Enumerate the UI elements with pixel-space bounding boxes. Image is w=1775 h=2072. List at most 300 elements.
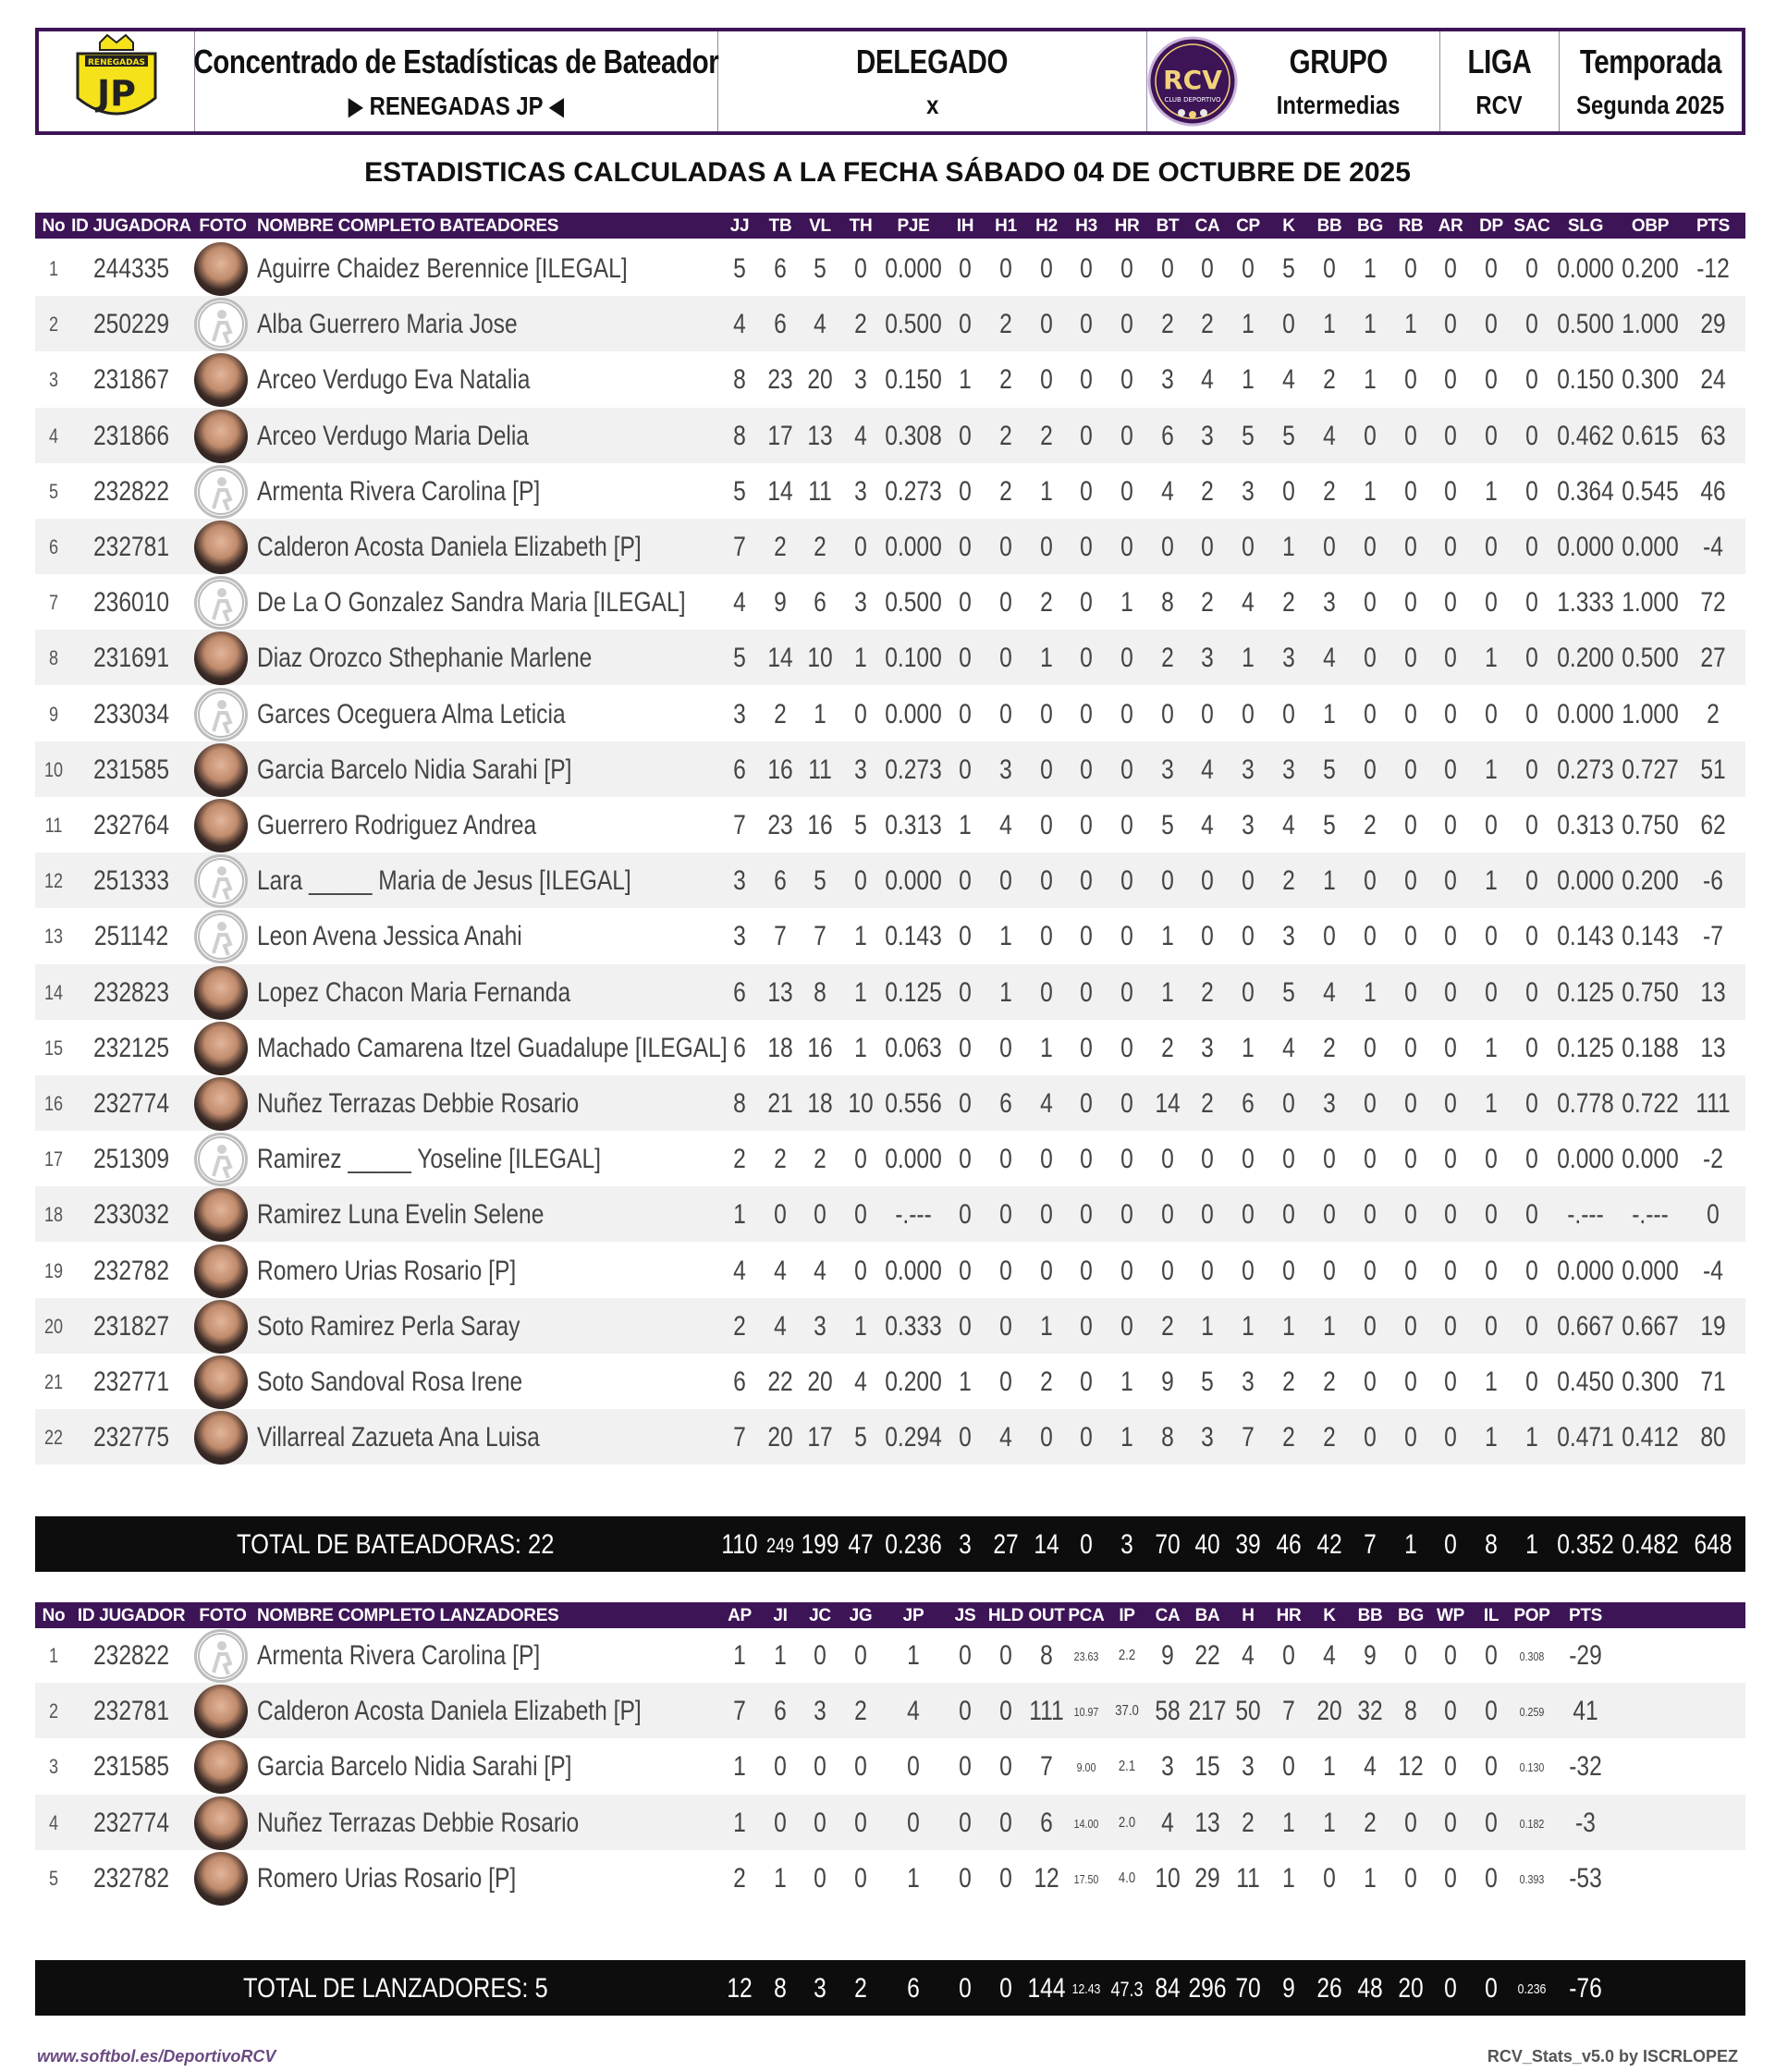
row-number: 5: [48, 1866, 59, 1890]
player-name-cell: [257, 463, 752, 519]
player-name-cell: [257, 1020, 752, 1075]
batters-stat-bt: 2: [1161, 643, 1174, 674]
pitchers-stat-ca: 9: [1161, 1640, 1174, 1671]
table-row: [35, 1298, 1745, 1354]
batters-stat-cp: 3: [1242, 1367, 1255, 1397]
pitchers-stat-wp: 0: [1444, 1696, 1457, 1727]
batters-stat-sac: 0: [1525, 1032, 1538, 1063]
batters-stat-pts: 46: [1700, 475, 1726, 507]
batters-stat-bt: 8: [1161, 587, 1174, 619]
player-id: 232774: [92, 1088, 170, 1119]
player-name-cell: [257, 574, 752, 630]
player-id: 232781: [92, 1696, 170, 1727]
batters-stat-k: 1: [1282, 1310, 1295, 1342]
row-number: 14: [43, 980, 64, 1004]
pitchers-stat-jg: 0: [854, 1807, 867, 1838]
batters-stat-h3: 0: [1080, 475, 1093, 507]
batters-stat-h2: 0: [1040, 698, 1053, 729]
pitchers-col-header: FOTO: [199, 1606, 247, 1625]
pitchers-col-header: ID JUGADOR: [77, 1606, 186, 1625]
batters-stat-obp: 0.200: [1622, 865, 1679, 897]
batters-total-th: 47: [848, 1529, 874, 1560]
player-name: Villarreal Zazueta Ana Luisa: [257, 1422, 540, 1453]
pitchers-stat-jg: 2: [854, 1696, 867, 1727]
batters-stat-slg: -.---: [1567, 1199, 1604, 1231]
batters-stat-slg: 0.000: [1557, 698, 1614, 729]
batters-total-label: TOTAL DE BATEADORAS: 22: [237, 1529, 555, 1560]
batters-stat-ih: 0: [959, 532, 972, 562]
batters-stat-bt: 3: [1161, 364, 1174, 396]
batters-stat-k: 3: [1282, 643, 1295, 674]
pitchers-stat-ap: 1: [733, 1640, 746, 1671]
batters-stat-pje: 0.294: [885, 1422, 942, 1453]
pitchers-stat-jg: 0: [854, 1640, 867, 1671]
player-name-cell: [257, 408, 752, 463]
pitchers-total-ap: 12: [727, 1973, 753, 2004]
batters-stat-bg: 0: [1364, 1367, 1377, 1397]
batters-stat-hr: 0: [1120, 1144, 1133, 1175]
player-id: 232822: [92, 475, 170, 507]
player-name: Calderon Acosta Daniela Elizabeth [P]: [257, 1696, 642, 1727]
batters-stat-k: 0: [1282, 1255, 1295, 1286]
batters-stat-tb: 9: [774, 587, 787, 619]
batters-stat-k: 3: [1282, 754, 1295, 785]
batters-stat-ar: 0: [1444, 253, 1457, 284]
pitchers-stat-pop: 0.308: [1519, 1649, 1545, 1663]
player-name: Garcia Barcelo Nidia Sarahi [P]: [257, 754, 572, 785]
batters-stat-tb: 2: [774, 532, 787, 562]
player-id: 244335: [92, 253, 170, 284]
batters-stat-th: 1: [854, 921, 867, 952]
batters-stat-k: 5: [1282, 253, 1295, 284]
batters-stat-obp: 0.750: [1622, 976, 1679, 1008]
table-row: [35, 1683, 1745, 1738]
batters-stat-bb: 2: [1323, 1367, 1336, 1397]
batters-stat-ca: 4: [1201, 364, 1214, 396]
pitchers-stat-k: 0: [1323, 1862, 1336, 1894]
batters-stat-bt: 1: [1161, 976, 1174, 1008]
pitchers-total-out: 144: [1027, 1973, 1066, 2004]
batters-total-ar: 0: [1444, 1529, 1457, 1560]
batters-stat-pts: 19: [1700, 1310, 1726, 1342]
batters-stat-bb: 0: [1323, 253, 1336, 284]
batters-col-header: VL: [809, 216, 831, 236]
player-id: 232771: [92, 1367, 170, 1397]
pitchers-stat-k: 1: [1323, 1807, 1336, 1838]
pitchers-col-header: BG: [1398, 1606, 1424, 1625]
batters-stat-dp: 0: [1485, 921, 1498, 952]
batters-stat-pts: 63: [1700, 420, 1726, 451]
report-date-subtitle: ESTADISTICAS CALCULADAS A LA FECHA SÁBADO 04 DE OCTUBRE DE 2025: [364, 157, 1411, 188]
batters-stat-ca: 0: [1201, 1199, 1214, 1231]
pitchers-stat-ap: 1: [733, 1807, 746, 1838]
batters-stat-hr: 0: [1120, 921, 1133, 952]
batters-stat-bb: 3: [1323, 1088, 1336, 1119]
player-photo-placeholder-icon: [194, 854, 248, 908]
batters-stat-th: 0: [854, 532, 867, 562]
league-logo-sub: CLUB DEPORTIVO: [1164, 96, 1221, 104]
batters-stat-rb: 0: [1404, 754, 1417, 785]
row-number: 19: [43, 1258, 64, 1282]
batters-stat-pts: -4: [1703, 1255, 1723, 1286]
batters-stat-hr: 0: [1120, 1032, 1133, 1063]
pitchers-col-header: NOMBRE COMPLETO LANZADORES: [257, 1606, 559, 1625]
batters-stat-h3: 0: [1080, 1199, 1093, 1231]
batters-stat-ca: 2: [1201, 475, 1214, 507]
pitchers-col-header: AP: [728, 1606, 752, 1625]
batters-stat-pje: 0.500: [885, 587, 942, 619]
batters-stat-dp: 0: [1485, 587, 1498, 619]
pitchers-stat-jp: 1: [907, 1640, 920, 1671]
batters-stat-h2: 0: [1040, 532, 1053, 562]
batters-stat-pts: 80: [1700, 1422, 1726, 1453]
batters-stat-dp: 1: [1485, 865, 1498, 897]
batters-stat-bb: 4: [1323, 420, 1336, 451]
player-id: 232822: [92, 1640, 170, 1671]
pitchers-stat-ba: 217: [1188, 1696, 1227, 1727]
batters-stat-pts: 24: [1700, 364, 1726, 396]
player-id: 231691: [92, 643, 170, 674]
pitchers-stat-jc: 3: [814, 1696, 826, 1727]
batters-stat-ca: 0: [1201, 921, 1214, 952]
batters-stat-th: 10: [848, 1088, 874, 1119]
batters-stat-bg: 1: [1364, 475, 1377, 507]
batters-stat-h3: 0: [1080, 1032, 1093, 1063]
table-row: [35, 1131, 1745, 1186]
pitchers-stat-ip: 2.0: [1118, 1814, 1136, 1831]
batters-stat-ar: 0: [1444, 475, 1457, 507]
pitchers-col-header: JP: [902, 1606, 924, 1625]
batters-stat-ca: 0: [1201, 698, 1214, 729]
batters-stat-bg: 0: [1364, 643, 1377, 674]
batters-stat-pje: 0.000: [885, 698, 942, 729]
batters-stat-h1: 0: [999, 532, 1012, 562]
batters-stat-obp: 1.000: [1622, 587, 1679, 619]
batters-stat-bb: 0: [1323, 921, 1336, 952]
batters-stat-hr: 0: [1120, 532, 1133, 562]
batters-stat-th: 0: [854, 1255, 867, 1286]
batters-stat-tb: 2: [774, 1144, 787, 1175]
batters-stat-pts: -4: [1703, 532, 1723, 562]
pitchers-stat-pop: 0.182: [1519, 1816, 1545, 1831]
batters-stat-bg: 1: [1364, 976, 1377, 1008]
batters-stat-ar: 0: [1444, 865, 1457, 897]
table-row: [35, 1795, 1745, 1850]
batters-stat-cp: 5: [1242, 420, 1255, 451]
batters-stat-pts: 111: [1695, 1088, 1731, 1119]
player-id: 231867: [92, 364, 170, 396]
pitchers-total-ji: 8: [774, 1973, 787, 2004]
batters-stat-dp: 1: [1485, 643, 1498, 674]
batters-total-vl: 199: [801, 1529, 839, 1560]
player-id: 232764: [92, 810, 170, 840]
batters-stat-bb: 4: [1323, 976, 1336, 1008]
pitchers-stat-js: 0: [959, 1640, 972, 1671]
batters-stat-h3: 0: [1080, 976, 1093, 1008]
batters-stat-obp: 0.300: [1622, 1367, 1679, 1397]
batters-stat-tb: 20: [767, 1422, 793, 1453]
batters-stat-sac: 0: [1525, 1144, 1538, 1175]
row-number: 5: [48, 479, 59, 503]
pitchers-stat-ca: 58: [1155, 1696, 1181, 1727]
batters-stat-cp: 3: [1242, 475, 1255, 507]
pitchers-stat-hld: 0: [999, 1640, 1012, 1671]
row-number: 18: [43, 1203, 64, 1227]
batters-stat-sac: 0: [1525, 1199, 1538, 1231]
batters-stat-pje: 0.313: [885, 810, 942, 840]
batters-stat-th: 4: [854, 1367, 867, 1397]
pitchers-stat-ji: 0: [774, 1807, 787, 1838]
batters-stat-h1: 2: [999, 309, 1012, 340]
batters-stat-k: 4: [1282, 810, 1295, 840]
team-logo-icon: [72, 33, 161, 129]
pitchers-col-header: OUT: [1028, 1606, 1065, 1625]
batters-stat-ca: 5: [1201, 1367, 1214, 1397]
batters-stat-ar: 0: [1444, 754, 1457, 785]
batters-total-rb: 1: [1404, 1529, 1417, 1560]
row-number: 22: [43, 1426, 64, 1450]
batters-stat-sac: 0: [1525, 976, 1538, 1008]
batters-stat-pje: 0.000: [885, 532, 942, 562]
batters-stat-dp: 0: [1485, 976, 1498, 1008]
batters-stat-bb: 2: [1323, 1032, 1336, 1063]
batters-stat-slg: 1.333: [1557, 587, 1614, 619]
batters-stat-k: 2: [1282, 865, 1295, 897]
batters-stat-h1: 0: [999, 1199, 1012, 1231]
batters-stat-cp: 3: [1242, 810, 1255, 840]
batters-stat-ih: 0: [959, 420, 972, 451]
batters-header-row: [35, 213, 1745, 239]
batters-stat-hr: 0: [1120, 475, 1133, 507]
pitchers-stat-ap: 1: [733, 1751, 746, 1783]
batters-stat-rb: 1: [1404, 309, 1417, 340]
player-name-cell: [257, 797, 752, 852]
pitchers-stat-ip: 2.2: [1118, 1648, 1136, 1663]
pitchers-stat-h: 2: [1242, 1807, 1255, 1838]
batters-stat-bb: 2: [1323, 364, 1336, 396]
batters-stat-h3: 0: [1080, 532, 1093, 562]
pitchers-total-ba: 296: [1188, 1973, 1227, 2004]
batters-stat-th: 4: [854, 420, 867, 451]
batters-stat-vl: 7: [814, 921, 826, 952]
table-row: [35, 686, 1745, 742]
batters-stat-hr: 1: [1120, 1422, 1133, 1453]
batters-total-ca: 40: [1194, 1529, 1220, 1560]
batters-stat-h2: 1: [1040, 643, 1053, 674]
batters-stat-cp: 1: [1242, 1310, 1255, 1342]
pitchers-stat-k: 1: [1323, 1751, 1336, 1783]
row-number: 9: [48, 702, 59, 726]
batters-stat-bg: 0: [1364, 1144, 1377, 1175]
pitchers-stat-pop: 0.130: [1519, 1760, 1545, 1775]
table-row: [35, 463, 1745, 519]
batters-stat-tb: 16: [767, 754, 793, 785]
pitchers-stat-ip: 37.0: [1115, 1703, 1139, 1720]
batters-stat-jj: 6: [733, 1032, 746, 1063]
batters-stat-hr: 0: [1120, 976, 1133, 1008]
batters-stat-ih: 0: [959, 1422, 972, 1453]
pitchers-stat-wp: 0: [1444, 1807, 1457, 1838]
batters-total-pts: 648: [1694, 1529, 1732, 1560]
batters-stat-k: 0: [1282, 475, 1295, 507]
player-photo: [194, 743, 248, 797]
table-row: [35, 964, 1745, 1020]
player-photo: [194, 1685, 248, 1738]
batters-stat-bb: 1: [1323, 865, 1336, 897]
batters-stat-rb: 0: [1404, 475, 1417, 507]
batters-stat-slg: 0.313: [1557, 810, 1614, 840]
pitchers-total-k: 26: [1316, 1973, 1342, 2004]
batters-stat-bg: 0: [1364, 865, 1377, 897]
player-id: 233034: [92, 698, 170, 729]
batters-stat-tb: 4: [774, 1310, 787, 1342]
pitchers-stat-h: 11: [1236, 1862, 1260, 1894]
batters-stat-vl: 0: [814, 1199, 826, 1231]
batters-stat-rb: 0: [1404, 1032, 1417, 1063]
pitchers-stat-bg: 8: [1404, 1696, 1417, 1727]
batters-col-header: CA: [1194, 216, 1220, 236]
batters-stat-bb: 1: [1323, 698, 1336, 729]
batters-total-h2: 14: [1034, 1529, 1059, 1560]
batters-stat-obp: 0.143: [1622, 921, 1679, 952]
pitchers-stat-out: 7: [1040, 1751, 1053, 1783]
pitchers-stat-ca: 4: [1161, 1807, 1174, 1838]
pitchers-stat-ca: 10: [1155, 1862, 1181, 1894]
pitchers-stat-pca: 23.63: [1073, 1649, 1099, 1663]
row-number: 10: [43, 757, 64, 781]
team-logo-initials: JP: [97, 73, 137, 114]
batters-col-header: BG: [1357, 216, 1383, 236]
batters-stat-ca: 2: [1201, 309, 1214, 340]
pitchers-stat-pts: 41: [1573, 1696, 1598, 1727]
player-name: Armenta Rivera Carolina [P]: [257, 1640, 541, 1671]
player-name-cell: [257, 1186, 752, 1242]
batters-stat-slg: 0.143: [1557, 921, 1614, 952]
batters-stat-slg: 0.273: [1557, 754, 1614, 785]
row-number: 6: [48, 535, 59, 558]
pitchers-stat-pca: 9.00: [1076, 1760, 1096, 1775]
player-photo: [194, 1244, 248, 1298]
pitchers-stat-h: 50: [1235, 1696, 1261, 1727]
player-name: Ramirez Luna Evelin Selene: [257, 1199, 545, 1231]
batters-stat-bt: 8: [1161, 1422, 1174, 1453]
player-photo: [194, 242, 248, 296]
pitchers-stat-jc: 0: [814, 1751, 826, 1783]
batters-stat-vl: 4: [814, 309, 826, 340]
pitchers-stat-jg: 0: [854, 1751, 867, 1783]
pitchers-stat-hr: 0: [1282, 1751, 1295, 1783]
batters-stat-bg: 1: [1364, 253, 1377, 284]
footer-website-link[interactable]: www.softbol.es/DeportivoRCV: [37, 2047, 276, 2066]
batters-stat-pts: 2: [1707, 698, 1720, 729]
batters-stat-hr: 0: [1120, 253, 1133, 284]
row-number: 7: [48, 591, 59, 615]
batters-stat-pje: 0.273: [885, 475, 942, 507]
batters-stat-pje: 0.000: [885, 1144, 942, 1175]
batters-total-h3: 0: [1080, 1529, 1093, 1560]
batters-stat-obp: 0.750: [1622, 810, 1679, 840]
batters-stat-tb: 21: [767, 1088, 793, 1119]
player-id: 232781: [92, 532, 170, 562]
batters-stat-slg: 0.125: [1557, 976, 1614, 1008]
batters-stat-ih: 0: [959, 1144, 972, 1175]
batters-stat-ar: 0: [1444, 643, 1457, 674]
temporada-label: Temporada: [1579, 43, 1722, 80]
player-id: 236010: [92, 587, 170, 619]
row-number: 3: [48, 1755, 59, 1779]
player-name-cell: [257, 1243, 752, 1298]
batters-stat-bg: 0: [1364, 754, 1377, 785]
batters-total-bg: 7: [1364, 1529, 1377, 1560]
batters-stat-obp: 0.727: [1622, 754, 1679, 785]
batters-stat-k: 5: [1282, 976, 1295, 1008]
batters-stat-bt: 0: [1161, 1144, 1174, 1175]
pitchers-stat-ji: 6: [774, 1696, 787, 1727]
batters-stat-pts: 71: [1700, 1367, 1726, 1397]
batters-col-header: DP: [1479, 216, 1503, 236]
batters-stat-pje: 0.308: [885, 420, 942, 451]
batters-stat-cp: 0: [1242, 976, 1255, 1008]
batters-stat-ih: 1: [959, 364, 972, 396]
pitchers-stat-h: 4: [1242, 1640, 1255, 1671]
batters-stat-bb: 3: [1323, 587, 1336, 619]
batters-stat-pts: 62: [1700, 810, 1726, 840]
batters-stat-slg: 0.667: [1557, 1310, 1614, 1342]
pitchers-stat-out: 8: [1040, 1640, 1053, 1671]
batters-stat-obp: 0.300: [1622, 364, 1679, 396]
player-name-cell: [257, 1075, 752, 1131]
batters-stat-h2: 1: [1040, 1310, 1053, 1342]
pitchers-total-bb: 48: [1357, 1973, 1383, 2004]
batters-stat-jj: 7: [733, 532, 746, 562]
batters-stat-h2: 0: [1040, 865, 1053, 897]
batters-stat-ca: 2: [1201, 976, 1214, 1008]
batters-stat-bb: 0: [1323, 1199, 1336, 1231]
batters-stat-ca: 0: [1201, 865, 1214, 897]
batters-stat-sac: 0: [1525, 364, 1538, 396]
batters-stat-sac: 0: [1525, 1255, 1538, 1286]
batters-stat-pje: -.---: [895, 1199, 932, 1231]
batters-stat-h1: 0: [999, 698, 1012, 729]
player-name-cell: [257, 908, 752, 963]
table-row: [35, 1186, 1745, 1242]
batters-stat-dp: 1: [1485, 1367, 1498, 1397]
player-name-cell: [257, 296, 752, 351]
table-row: [35, 1627, 1745, 1683]
batters-stat-pje: 0.556: [885, 1088, 942, 1119]
pitchers-stat-jg: 0: [854, 1862, 867, 1894]
batters-stat-obp: 0.188: [1622, 1032, 1679, 1063]
batters-stat-bb: 1: [1323, 1310, 1336, 1342]
player-name: Guerrero Rodriguez Andrea: [257, 810, 537, 840]
batters-stat-h2: 0: [1040, 976, 1053, 1008]
batters-stat-dp: 1: [1485, 1422, 1498, 1453]
batters-stat-th: 5: [854, 1422, 867, 1453]
batters-stat-bt: 3: [1161, 754, 1174, 785]
batters-stat-dp: 0: [1485, 532, 1498, 562]
pitchers-stat-il: 0: [1485, 1696, 1498, 1727]
delegado-cell: [718, 31, 1147, 131]
batters-stat-jj: 6: [733, 754, 746, 785]
pitchers-total-ip: 47.3: [1110, 1978, 1144, 2001]
batters-stat-ih: 0: [959, 587, 972, 619]
batters-stat-hr: 0: [1120, 1310, 1133, 1342]
batters-stat-h1: 0: [999, 1367, 1012, 1397]
batters-total-bt: 70: [1155, 1529, 1181, 1560]
batters-stat-vl: 11: [808, 754, 832, 785]
batters-stat-h1: 1: [999, 976, 1012, 1008]
batters-stat-dp: 0: [1485, 364, 1498, 396]
